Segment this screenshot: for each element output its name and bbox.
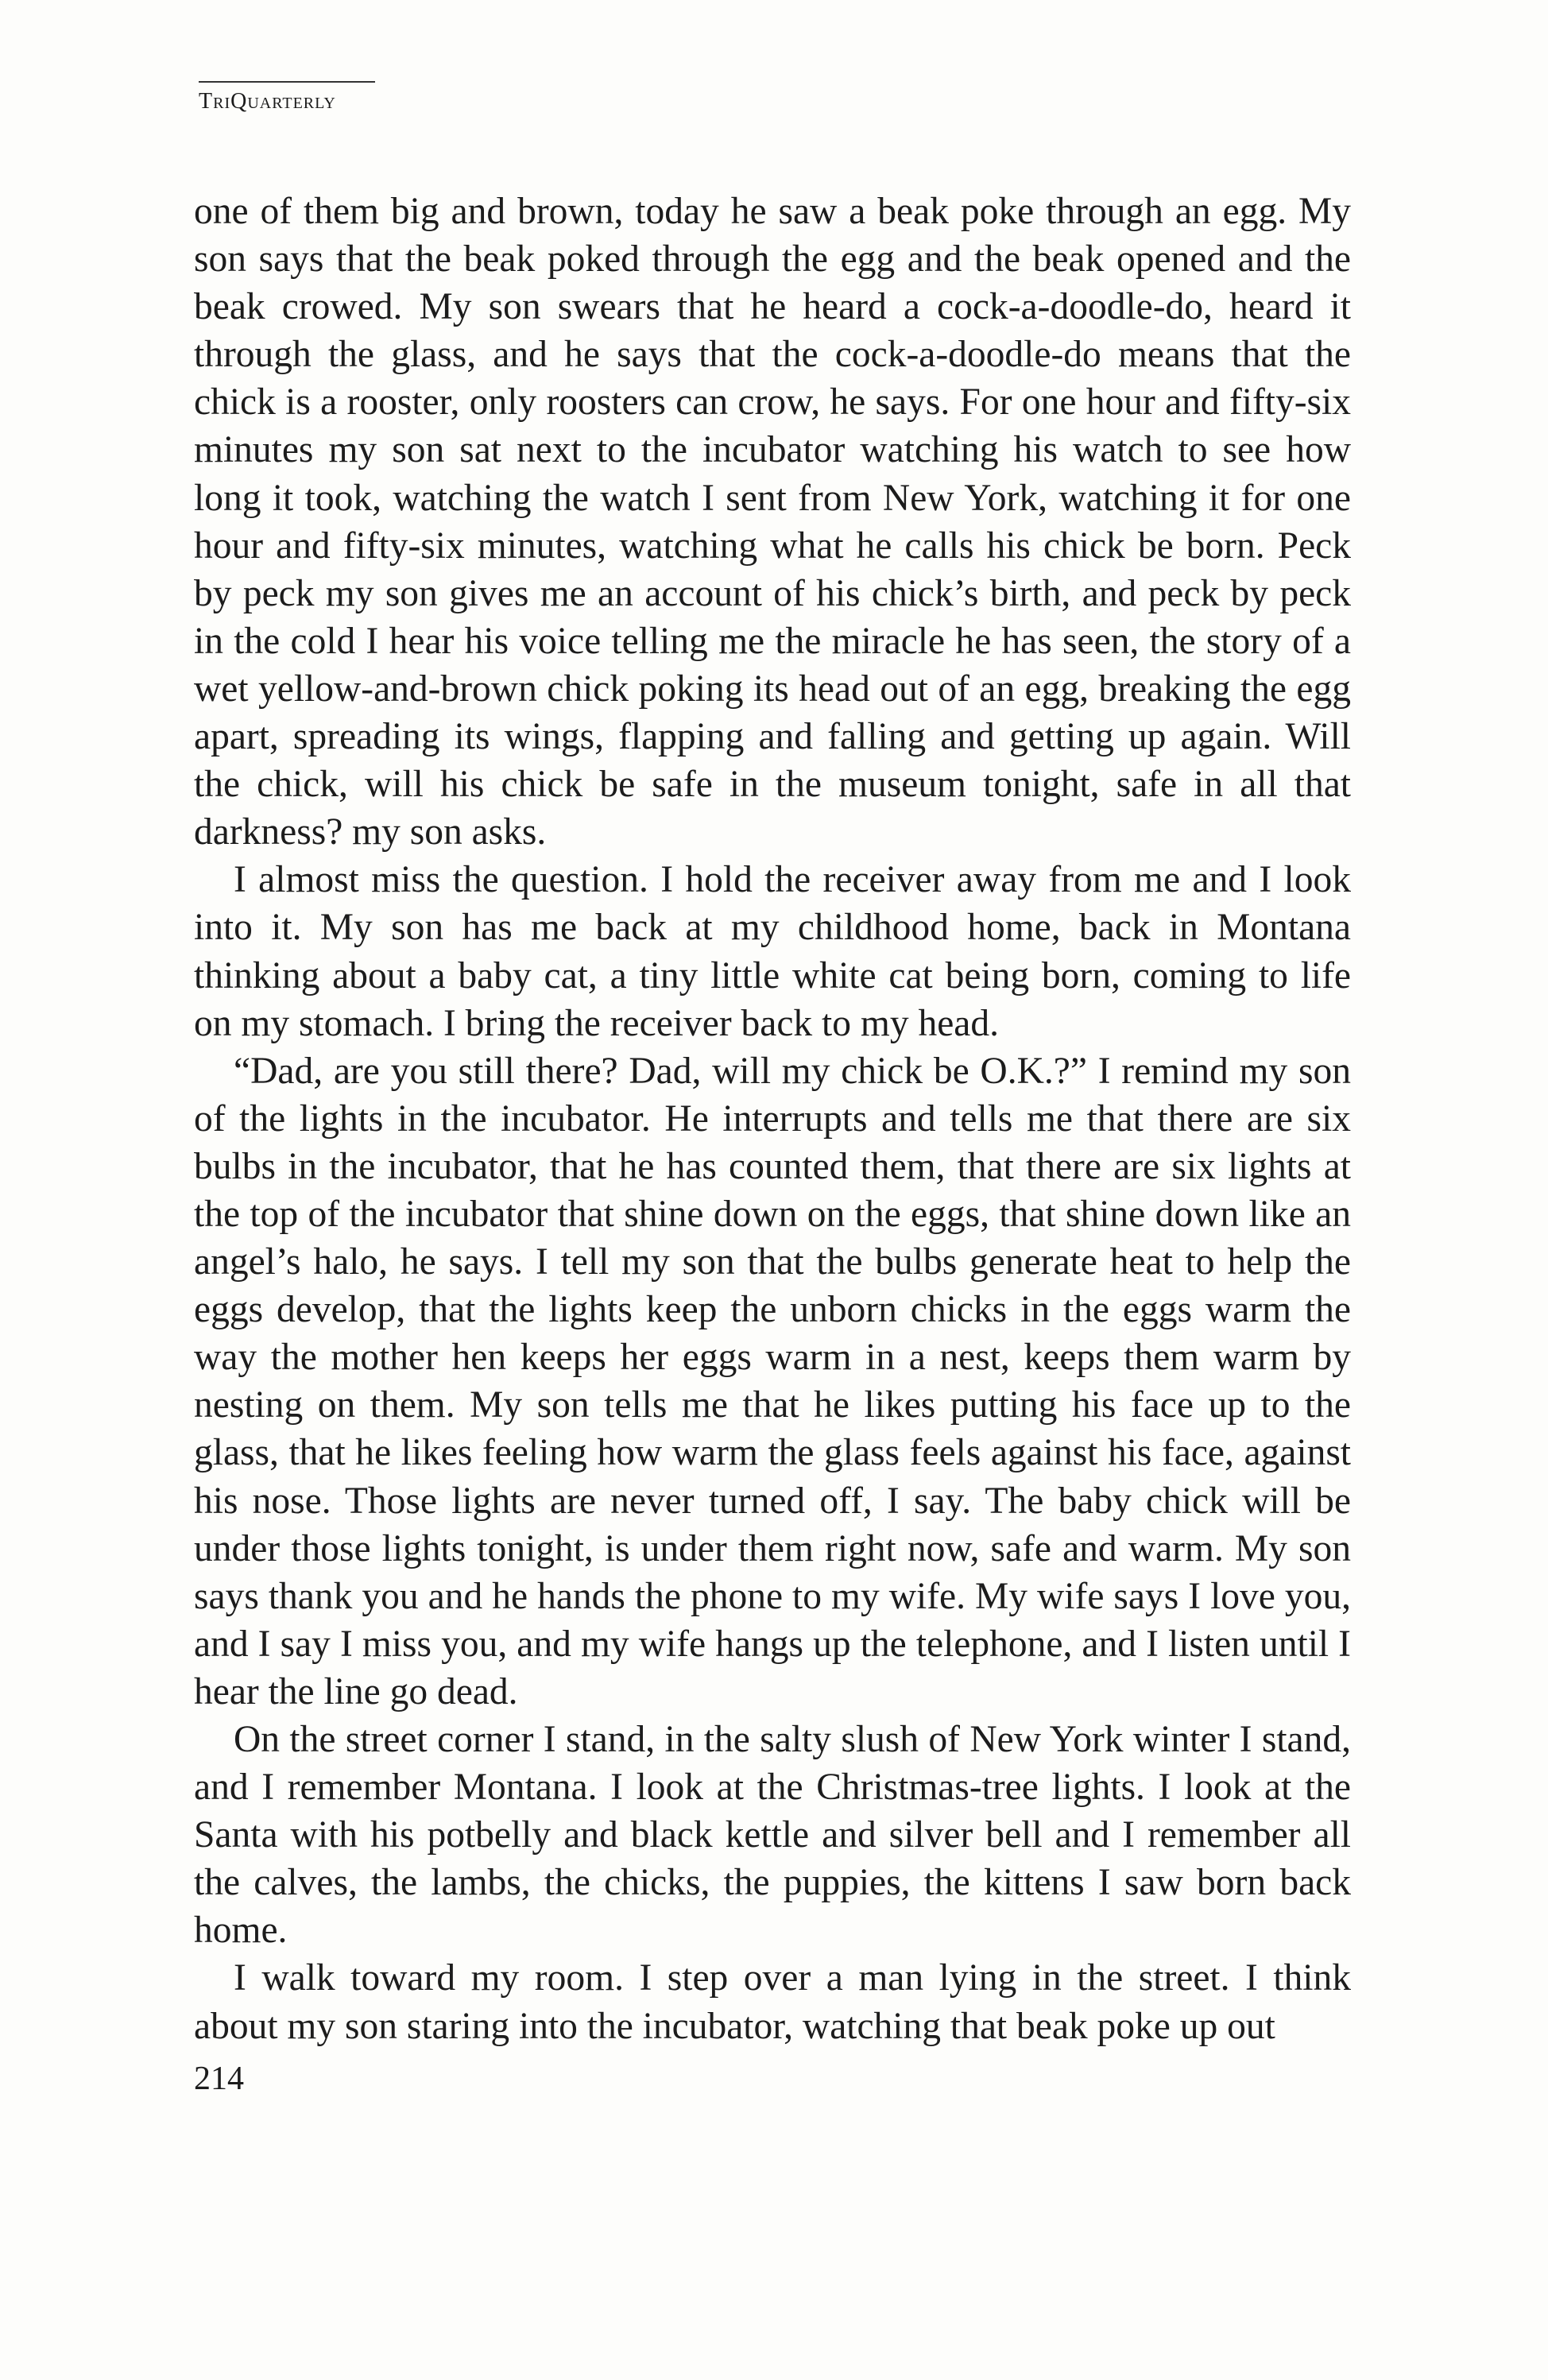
running-head: TriQuarterly	[199, 89, 336, 114]
paragraph-3: “Dad, are you still there? Dad, will my chick be O.K.?” I remind my son of the lights in the incubator. He interrupts and tells me that there are six bulbs in the incubator, that he has counted them, that there are six lights at the top of the incubator that shine down on the eggs, that shine down like an angel’s halo, he says. I tell my son that the bulbs generate heat to help the eggs develop, that the lights keep the unborn chicks in the eggs warm the way the mother hen keeps her eggs warm in a nest, keeps them warm by nesting on them. My son tells me that he likes putting his face up to the glass, that he likes feeling how warm the glass feels against his face, against his nose. Those lights are never turned off, I say. The baby chick will be under those lights tonight, is under them right now, safe and warm. My son says thank you and he hands the phone to my wife. My wife says I love you, and I say I miss you, and my wife hangs up the telephone, and I listen until I hear the line go dead.	[194, 1050, 1351, 1712]
page-number: 214	[194, 2061, 244, 2097]
running-head-rule	[199, 81, 375, 83]
paragraph-2: I almost miss the question. I hold the receiver away from me and I look into it. My son has me back at my childhood home, back in Montana thinking about a baby cat, a tiny little white cat being born, coming to life on my stomach. I bring the receiver back to my head.	[194, 859, 1351, 1044]
paragraph-5: I walk toward my room. I step over a man lying in the street. I think about my son staring into the incubator, watching that beak poke up out	[194, 1957, 1351, 2047]
paragraph-1: one of them big and brown, today he saw a beak poke through an egg. My son says that the beak poked through the egg and the beak opened and the beak crowed. My son swears that he heard a cock-a-doodle-do, heard it through the glass, and he says that the cock-a-doodle-do means that the chick is a rooster, only roosters can crow, he says. For one hour and fifty-six minutes my son sat next to the incubator watching his watch to see how long it took, watching the watch I sent from New York, watching it for one hour and fifty-six minutes, watching what he calls his chick be born. Peck by peck my son gives me an account of his chick’s birth, and peck by peck in the cold I hear his voice telling me the miracle he has seen, the story of a wet yellow-and-brown chick poking its head out of an egg, breaking the egg apart, spreading its wings, flapping and falling and getting up again. Will the chick, will his chick be safe in the museum tonight, safe in all that darkness? my son asks.	[194, 191, 1351, 853]
body-text	[194, 188, 1351, 2050]
paragraph-4: On the street corner I stand, in the salty slush of New York winter I stand, and I remember Montana. I look at the Christmas-tree lights. I look at the Santa with his potbelly and black kettle and silver bell and I remember all the calves, the lambs, the chicks, the puppies, the kittens I saw born back home.	[194, 1719, 1351, 1952]
